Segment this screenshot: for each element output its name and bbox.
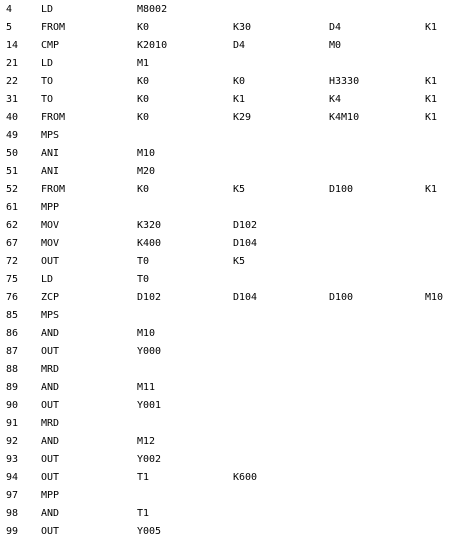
operand-4: M10 bbox=[425, 292, 444, 303]
instruction-row bbox=[0, 487, 456, 505]
step-number: 87 bbox=[6, 346, 19, 357]
instruction-mnemonic: OUT bbox=[41, 472, 60, 483]
step-number: 91 bbox=[6, 418, 19, 429]
operand-3: K4 bbox=[329, 94, 342, 105]
instruction-mnemonic: AND bbox=[41, 436, 60, 447]
operand-2: K5 bbox=[233, 184, 246, 195]
instruction-mnemonic: FROM bbox=[41, 184, 66, 195]
operand-2: K600 bbox=[233, 472, 258, 483]
instruction-mnemonic: MPP bbox=[41, 490, 60, 501]
operand-1: Y001 bbox=[137, 400, 162, 411]
operand-1: K400 bbox=[137, 238, 162, 249]
step-number: 86 bbox=[6, 328, 19, 339]
operand-1: K0 bbox=[137, 184, 150, 195]
step-number: 21 bbox=[6, 58, 19, 69]
operand-1: M11 bbox=[137, 382, 156, 393]
step-number: 52 bbox=[6, 184, 19, 195]
operand-2: K5 bbox=[233, 256, 246, 267]
instruction-mnemonic: OUT bbox=[41, 256, 60, 267]
step-number: 75 bbox=[6, 274, 19, 285]
step-number: 76 bbox=[6, 292, 19, 303]
instruction-mnemonic: MPS bbox=[41, 130, 60, 141]
operand-4: K1 bbox=[425, 112, 438, 123]
instruction-mnemonic: CMP bbox=[41, 40, 60, 51]
operand-2: D102 bbox=[233, 220, 258, 231]
instruction-mnemonic: TO bbox=[41, 94, 54, 105]
instruction-row bbox=[0, 415, 456, 433]
step-number: 94 bbox=[6, 472, 19, 483]
instruction-mnemonic: MPS bbox=[41, 310, 60, 321]
instruction-row bbox=[0, 163, 456, 181]
operand-4: K1 bbox=[425, 184, 438, 195]
instruction-row bbox=[0, 19, 456, 37]
instruction-row bbox=[0, 379, 456, 397]
instruction-row bbox=[0, 73, 456, 91]
operand-1: Y000 bbox=[137, 346, 162, 357]
operand-2: D4 bbox=[233, 40, 246, 51]
instruction-row bbox=[0, 235, 456, 253]
step-number: 62 bbox=[6, 220, 19, 231]
operand-3: H3330 bbox=[329, 76, 360, 87]
operand-1: T0 bbox=[137, 256, 150, 267]
step-number: 93 bbox=[6, 454, 19, 465]
step-number: 49 bbox=[6, 130, 19, 141]
instruction-row bbox=[0, 325, 456, 343]
operand-1: D102 bbox=[137, 292, 162, 303]
instruction-row bbox=[0, 1, 456, 19]
step-number: 98 bbox=[6, 508, 19, 519]
operand-1: K2010 bbox=[137, 40, 168, 51]
step-number: 14 bbox=[6, 40, 19, 51]
step-number: 72 bbox=[6, 256, 19, 267]
operand-4: K1 bbox=[425, 22, 438, 33]
instruction-row bbox=[0, 523, 456, 541]
step-number: 22 bbox=[6, 76, 19, 87]
step-number: 61 bbox=[6, 202, 19, 213]
instruction-row bbox=[0, 307, 456, 325]
operand-1: M12 bbox=[137, 436, 156, 447]
operand-1: M10 bbox=[137, 328, 156, 339]
instruction-row bbox=[0, 199, 456, 217]
instruction-mnemonic: OUT bbox=[41, 526, 60, 537]
instruction-mnemonic: AND bbox=[41, 508, 60, 519]
operand-4: K1 bbox=[425, 76, 438, 87]
instruction-mnemonic: MRD bbox=[41, 364, 60, 375]
instruction-mnemonic: ANI bbox=[41, 148, 60, 159]
step-number: 88 bbox=[6, 364, 19, 375]
instruction-row bbox=[0, 397, 456, 415]
operand-2: K30 bbox=[233, 22, 252, 33]
instruction-mnemonic: FROM bbox=[41, 112, 66, 123]
operand-1: K0 bbox=[137, 94, 150, 105]
instruction-row bbox=[0, 181, 456, 199]
instruction-row bbox=[0, 217, 456, 235]
instruction-row bbox=[0, 37, 456, 55]
operand-3: M0 bbox=[329, 40, 342, 51]
instruction-mnemonic: AND bbox=[41, 328, 60, 339]
instruction-row bbox=[0, 271, 456, 289]
instruction-mnemonic: MRD bbox=[41, 418, 60, 429]
instruction-mnemonic: MPP bbox=[41, 202, 60, 213]
instruction-mnemonic: AND bbox=[41, 382, 60, 393]
step-number: 99 bbox=[6, 526, 19, 537]
instruction-row bbox=[0, 253, 456, 271]
operand-3: D4 bbox=[329, 22, 342, 33]
instruction-row bbox=[0, 145, 456, 163]
operand-1: K0 bbox=[137, 22, 150, 33]
operand-2: D104 bbox=[233, 292, 258, 303]
instruction-row bbox=[0, 91, 456, 109]
operand-4: K1 bbox=[425, 94, 438, 105]
step-number: 92 bbox=[6, 436, 19, 447]
instruction-mnemonic: TO bbox=[41, 76, 54, 87]
operand-2: K0 bbox=[233, 76, 246, 87]
step-number: 67 bbox=[6, 238, 19, 249]
step-number: 50 bbox=[6, 148, 19, 159]
instruction-mnemonic: LD bbox=[41, 58, 54, 69]
step-number: 5 bbox=[6, 22, 13, 33]
step-number: 89 bbox=[6, 382, 19, 393]
operand-1: M10 bbox=[137, 148, 156, 159]
instruction-mnemonic: ANI bbox=[41, 166, 60, 177]
instruction-row bbox=[0, 505, 456, 523]
operand-1: M8002 bbox=[137, 4, 168, 15]
instruction-mnemonic: LD bbox=[41, 274, 54, 285]
instruction-row bbox=[0, 55, 456, 73]
instruction-row bbox=[0, 433, 456, 451]
instruction-row bbox=[0, 109, 456, 127]
instruction-mnemonic: OUT bbox=[41, 346, 60, 357]
operand-1: T0 bbox=[137, 274, 150, 285]
operand-2: K1 bbox=[233, 94, 246, 105]
instruction-row bbox=[0, 343, 456, 361]
operand-2: K29 bbox=[233, 112, 252, 123]
instruction-row bbox=[0, 361, 456, 379]
instruction-mnemonic: MOV bbox=[41, 238, 60, 249]
instruction-mnemonic: ZCP bbox=[41, 292, 60, 303]
step-number: 97 bbox=[6, 490, 19, 501]
operand-1: K320 bbox=[137, 220, 162, 231]
operand-3: K4M10 bbox=[329, 112, 360, 123]
instruction-row bbox=[0, 289, 456, 307]
operand-1: T1 bbox=[137, 472, 150, 483]
instruction-row bbox=[0, 127, 456, 145]
step-number: 31 bbox=[6, 94, 19, 105]
instruction-row bbox=[0, 451, 456, 469]
operand-1: K0 bbox=[137, 76, 150, 87]
operand-3: D100 bbox=[329, 292, 354, 303]
step-number: 85 bbox=[6, 310, 19, 321]
operand-1: M20 bbox=[137, 166, 156, 177]
operand-2: D104 bbox=[233, 238, 258, 249]
step-number: 4 bbox=[6, 4, 13, 15]
operand-1: Y002 bbox=[137, 454, 162, 465]
step-number: 40 bbox=[6, 112, 19, 123]
operand-1: T1 bbox=[137, 508, 150, 519]
operand-3: D100 bbox=[329, 184, 354, 195]
instruction-mnemonic: MOV bbox=[41, 220, 60, 231]
instruction-mnemonic: OUT bbox=[41, 454, 60, 465]
instruction-mnemonic: FROM bbox=[41, 22, 66, 33]
instruction-row bbox=[0, 469, 456, 487]
operand-1: M1 bbox=[137, 58, 150, 69]
step-number: 51 bbox=[6, 166, 19, 177]
step-number: 90 bbox=[6, 400, 19, 411]
operand-1: Y005 bbox=[137, 526, 162, 537]
instruction-list bbox=[0, 1, 456, 541]
operand-1: K0 bbox=[137, 112, 150, 123]
instruction-mnemonic: LD bbox=[41, 4, 54, 15]
instruction-mnemonic: OUT bbox=[41, 400, 60, 411]
